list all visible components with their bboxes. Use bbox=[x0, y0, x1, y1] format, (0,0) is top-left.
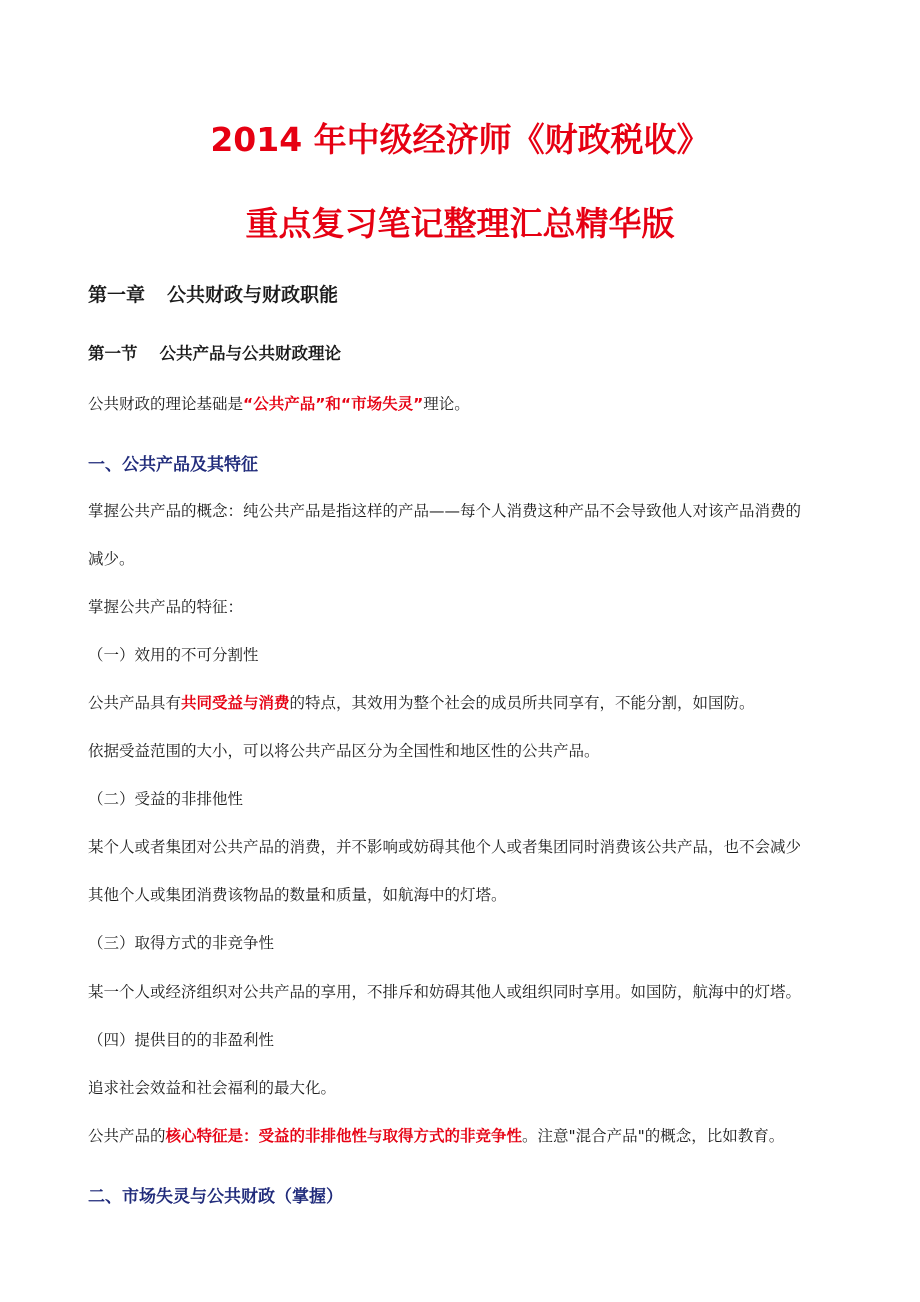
section-heading bbox=[88, 342, 848, 366]
intro-text-end: 理论。 bbox=[423, 395, 470, 413]
feature3-label: （三）取得方式的非竞争性 bbox=[88, 934, 275, 952]
section-name: 公共产品与公共财政理论 bbox=[159, 344, 341, 363]
feature1-desc-emphasis: 共同受益与消费 bbox=[181, 694, 290, 712]
core-emphasis: 核心特征是：受益的非排他性与取得方式的非竞争性 bbox=[165, 1127, 523, 1145]
feature1-label: （一）效用的不可分割性 bbox=[88, 646, 259, 664]
feature3-desc: 某一个人或经济组织对公共产品的享用，不排斥和妨碍其他人或组织同时享用。如国防，航海中的灯塔。 bbox=[88, 983, 802, 1001]
core-post: 。注意"混合产品"的概念，比如教育。 bbox=[522, 1127, 785, 1145]
section-number: 第一节 bbox=[88, 344, 138, 363]
intro-text: 公共财政的理论基础是 bbox=[88, 395, 244, 413]
feature1-desc bbox=[88, 691, 848, 715]
feature2-line-1: 某个人或者集团对公共产品的消费，并不影响或妨碍其他个人或者集团同时消费该公共产品，也不会减少 bbox=[88, 838, 802, 856]
intro-paragraph bbox=[88, 392, 848, 416]
chapter-heading bbox=[88, 283, 848, 307]
document-title-line2: 重点复习笔记整理汇总精华版 bbox=[245, 204, 675, 243]
feature1-desc2: 依据受益范围的大小，可以将公共产品区分为全国性和地区性的公共产品。 bbox=[88, 742, 600, 760]
core-features bbox=[88, 1124, 848, 1148]
feature1-desc-pre: 公共产品具有 bbox=[88, 694, 182, 712]
concept-line-1: 掌握公共产品的概念：纯公共产品是指这样的产品——每个人消费这种产品不会导致他人对该产品消费的 bbox=[88, 502, 802, 520]
feature2-line-2: 其他个人或集团消费该物品的数量和质量，如航海中的灯塔。 bbox=[88, 886, 507, 904]
feature4-label: （四）提供目的的非盈利性 bbox=[88, 1031, 275, 1049]
chapter-number: 第一章 bbox=[88, 284, 146, 306]
core-pre: 公共产品的 bbox=[88, 1127, 166, 1145]
chapter-name: 公共财政与财政职能 bbox=[167, 284, 339, 306]
document-title-line1: 2014 年中级经济师《财政税收》 bbox=[210, 120, 710, 159]
features-intro: 掌握公共产品的特征： bbox=[88, 598, 244, 616]
intro-emphasis: “公共产品”和“市场失灵” bbox=[243, 395, 424, 413]
feature2-label: （二）受益的非排他性 bbox=[88, 790, 244, 808]
feature1-desc-post: 的特点，其效用为整个社会的成员所共同享有，不能分割，如国防。 bbox=[289, 694, 755, 712]
heading-public-goods: 一、公共产品及其特征 bbox=[88, 455, 258, 475]
concept-line-2: 减少。 bbox=[88, 550, 135, 568]
heading-market-failure: 二、市场失灵与公共财政（掌握） bbox=[88, 1187, 343, 1207]
feature4-desc: 追求社会效益和社会福利的最大化。 bbox=[88, 1079, 337, 1097]
